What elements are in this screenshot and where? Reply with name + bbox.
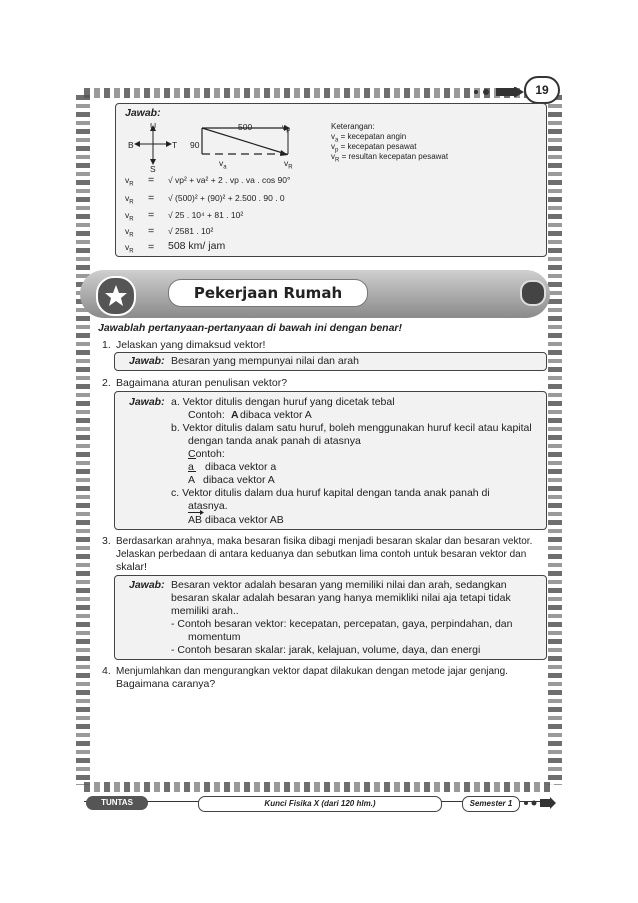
answer-2-bold-a: A [231, 409, 239, 421]
answer-2-line-b2: dengan tanda anak panah di atasnya [188, 435, 361, 447]
eq-lhs-2: $v_R$ [125, 193, 134, 206]
answer-2-jawab: Jawab: [129, 396, 165, 408]
eq-rhs-3: √ 25 . 10⁴ + 81 . 10² [168, 210, 244, 220]
compass-s: S [150, 164, 156, 174]
right-decorative-border [548, 95, 562, 785]
answer-3-line-3: memiliki arah.. [171, 605, 239, 617]
answer-2-contoh-a: Contoh: [188, 409, 225, 421]
answer-2-dibaca-vec-A: dibaca vektor A [203, 474, 275, 486]
answer-2-contoh-b: Contoh: [188, 448, 225, 460]
top-answer-box [115, 103, 547, 257]
question-3-number: 3. [102, 535, 111, 547]
answer-2-vec-a: a [188, 461, 194, 473]
footer-title: Kunci Fisika X (dari 120 hlm.) [198, 796, 442, 812]
answer-2-line-c: c. Vektor ditulis dalam dua huruf kapital dengan tanda anak panah di [171, 487, 490, 499]
eq-sign-5: = [148, 241, 155, 253]
footer-semester: Semester 1 [462, 796, 520, 812]
compass-b: B [128, 140, 134, 150]
instruction: Jawablah pertanyaan-pertanyaan di bawah ini dengan benar! [98, 322, 402, 334]
question-2-number: 2. [102, 377, 111, 389]
question-3-line-3: skalar! [116, 561, 147, 573]
answer-3-line-5: momentum [188, 631, 241, 643]
diagram-90: 90 [190, 140, 200, 150]
answer-1-text: Besaran yang mempunyai nilai dan arah [171, 355, 359, 367]
eq-lhs-5: $v_R$ [125, 242, 134, 255]
jawab-label: Jawab: [125, 107, 161, 119]
eq-sign-2: = [148, 192, 155, 204]
left-decorative-border [76, 95, 90, 785]
eq-rhs-4: √ 2581 . 10² [168, 226, 214, 236]
eq-rhs-1: √ vp² + va² + 2 . vp . va . cos 90° [168, 175, 291, 185]
answer-3-line-1: Besaran vektor adalah besaran yang memiliki nilai dan arah, sedangkan [171, 579, 507, 591]
bottom-decorative-border [84, 782, 554, 792]
page-number: 19 [524, 76, 560, 104]
keterangan-title: Keterangan: [331, 122, 375, 131]
keterangan-vr: $v_R$ = resultan kecepatan pesawat [331, 152, 449, 164]
question-4-number: 4. [102, 665, 111, 677]
star-icon [98, 278, 134, 314]
banner-end-circle [520, 280, 546, 306]
question-1-number: 1. [102, 339, 111, 351]
eq-sign-4: = [148, 225, 155, 237]
footer-arrow-icon [522, 797, 556, 809]
answer-3-box [114, 575, 547, 660]
answer-3-line-2: besaran skalar adalah besaran yang hanya memikliki nilai aja tetapi tidak [171, 592, 511, 604]
diagram-va: $v_a$ [219, 158, 227, 171]
answer-3-line-6: - Contoh besaran skalar: jarak, kelajuan, volume, daya, dan energi [171, 644, 481, 656]
answer-2-dibaca-vec-AB: dibaca vektor AB [205, 514, 284, 526]
question-1-text: Jelaskan yang dimaksud vektor! [116, 339, 266, 351]
answer-2-vec-A: A [188, 474, 196, 486]
answer-1-jawab: Jawab: [129, 355, 165, 367]
answer-2-vec-AB: AB [188, 514, 203, 526]
vector-arrow-a [188, 458, 196, 459]
question-3-line-1: Berdasarkan arahnya, maka besaran fisika dibagi menjadi besaran skalar dan besaran vektor. [116, 536, 533, 547]
answer-2-line-c2: atasnya. [188, 500, 228, 512]
vector-arrow-A [188, 471, 196, 472]
question-4-line-2: Bagaimana caranya? [116, 678, 216, 690]
answer-1-box [114, 352, 547, 371]
section-title: Pekerjaan Rumah [168, 279, 368, 307]
eq-sign-3: = [148, 209, 155, 221]
answer-3-line-4: - Contoh besaran vektor: kecepatan, percepatan, gaya, perpindahan, dan [171, 618, 513, 630]
eq-rhs-5: 508 km/ jam [168, 240, 226, 252]
eq-lhs-3: $v_R$ [125, 210, 134, 223]
compass-t: T [172, 140, 178, 150]
question-4-line-1: Menjumlahkan dan mengurangkan vektor dapat dilakukan dengan metode jajar genjang. [116, 666, 508, 677]
star-badge [96, 276, 136, 316]
page-arrow-decoration [470, 84, 526, 94]
diagram-vp: $v_P$ [282, 122, 291, 135]
keterangan-va: $v_a$ = kecepatan angin [331, 132, 407, 144]
question-3-line-2: Jelaskan perbedaan di antara keduanya dan sebutkan lima contoh untuk besaran vektor dan [116, 549, 527, 560]
diagram-500: 500 [238, 122, 253, 132]
eq-rhs-2: √ (500)² + (90)² + 2.500 . 90 . 0 [168, 193, 285, 203]
answer-2-line-a: a. Vektor ditulis dengan huruf yang dicetak tebal [171, 396, 395, 408]
answer-3-jawab: Jawab: [129, 579, 165, 591]
eq-lhs-4: $v_R$ [125, 226, 134, 239]
question-2-text: Bagaimana aturan penulisan vektor? [116, 377, 288, 389]
answer-2-dibaca-vec-a: dibaca vektor a [205, 461, 277, 473]
footer-tuntas: TUNTAS [86, 796, 148, 810]
diagram-vr: $v_R$ [284, 158, 293, 171]
keterangan-vp: $v_p$ = kecepatan pesawat [331, 142, 417, 154]
answer-2-line-b: b. Vektor ditulis dalam satu huruf, boleh menggunakan huruf kecil atau kapital [171, 422, 532, 434]
answer-2-dibaca-a: dibaca vektor A [240, 409, 312, 421]
eq-lhs-1: $v_R$ [125, 175, 134, 188]
eq-sign-1: = [148, 174, 155, 186]
answer-2-box [114, 391, 547, 530]
compass-u: U [150, 121, 157, 131]
